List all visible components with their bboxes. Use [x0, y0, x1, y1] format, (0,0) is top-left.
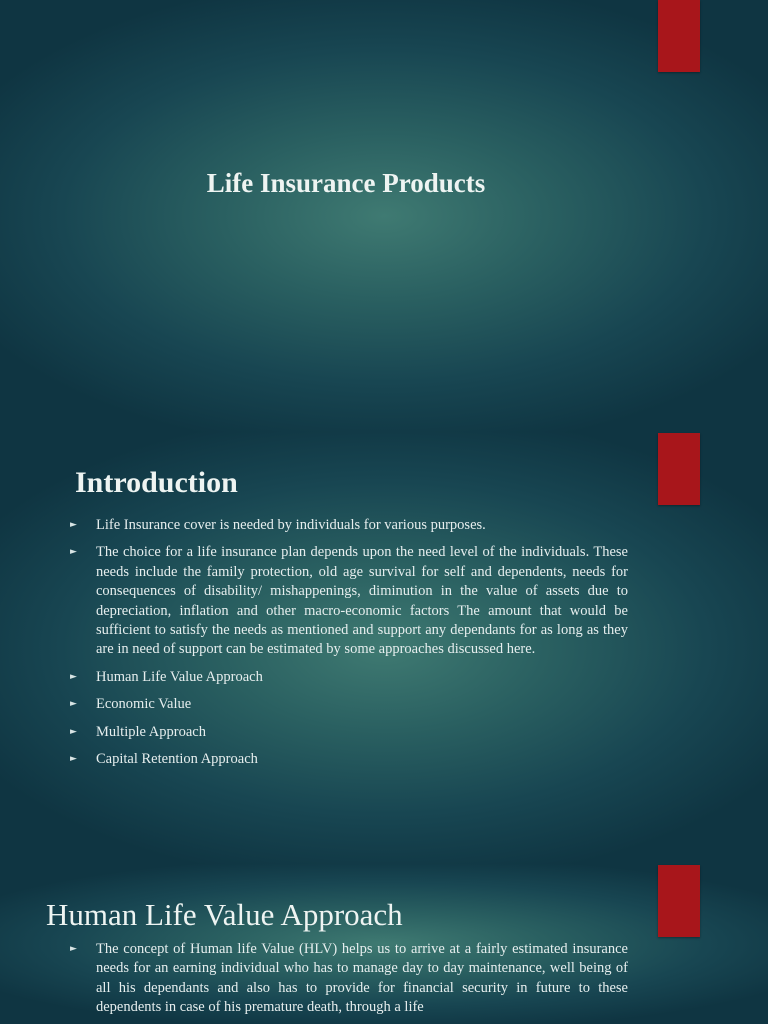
list-item	[70, 668, 628, 687]
arrow-bullet-icon: ►	[70, 547, 77, 558]
list-item	[70, 750, 628, 769]
slide-title	[0, 0, 768, 432]
bullet-text: Economic Value	[96, 696, 192, 713]
accent-bar	[658, 865, 700, 937]
bullet-text: Life Insurance cover is needed by individuals for various purposes.	[96, 517, 486, 533]
hlv-bullet-list	[70, 940, 628, 1024]
arrow-bullet-icon: ►	[70, 699, 77, 710]
arrow-bullet-icon: ►	[70, 726, 77, 737]
bullet-text: The concept of Human life Value (HLV) helps us to arrive at a fairly estimated insurance needs for an earning individual who has to manage day to day maintenance, well being of all his dependants and also has to provide for financial security in future to these dependents in case of his premature death, through a life	[96, 941, 628, 1016]
slide-introduction	[0, 432, 768, 864]
bullet-text: Human Life Value Approach	[96, 668, 263, 685]
list-item	[70, 516, 628, 535]
arrow-bullet-icon: ►	[70, 671, 77, 682]
bullet-text: The choice for a life insurance plan depends upon the need level of the individuals. These needs include the family protection, old age survival for self and dependents, needs for consequences of disability/ mishappenings, diminution in the value of assets due to depreciation, inflation and other macro-economic factors The amount that would be sufficient to satisfy the needs as mentioned and support any dependants for as long as they are in need of support can be estimated by some approaches discussed here.	[96, 544, 628, 658]
accent-bar	[658, 0, 700, 72]
arrow-bullet-icon: ►	[70, 754, 77, 765]
slide-3-title: Human Life Value Approach	[46, 897, 403, 932]
arrow-bullet-icon: ►	[70, 944, 77, 954]
bullet-text: Multiple Approach	[96, 723, 206, 740]
list-item	[70, 543, 628, 659]
slide-1-title: Life Insurance Products	[206, 168, 486, 198]
slide-human-life-value	[0, 864, 768, 1024]
arrow-bullet-icon: ►	[70, 520, 77, 530]
list-item	[70, 695, 628, 714]
list-item	[70, 940, 628, 1018]
bullet-text: Capital Retention Approach	[96, 751, 258, 768]
accent-bar	[658, 433, 700, 505]
slide-2-title: Introduction	[75, 466, 238, 499]
list-item	[70, 723, 628, 742]
intro-bullet-list	[70, 516, 628, 777]
